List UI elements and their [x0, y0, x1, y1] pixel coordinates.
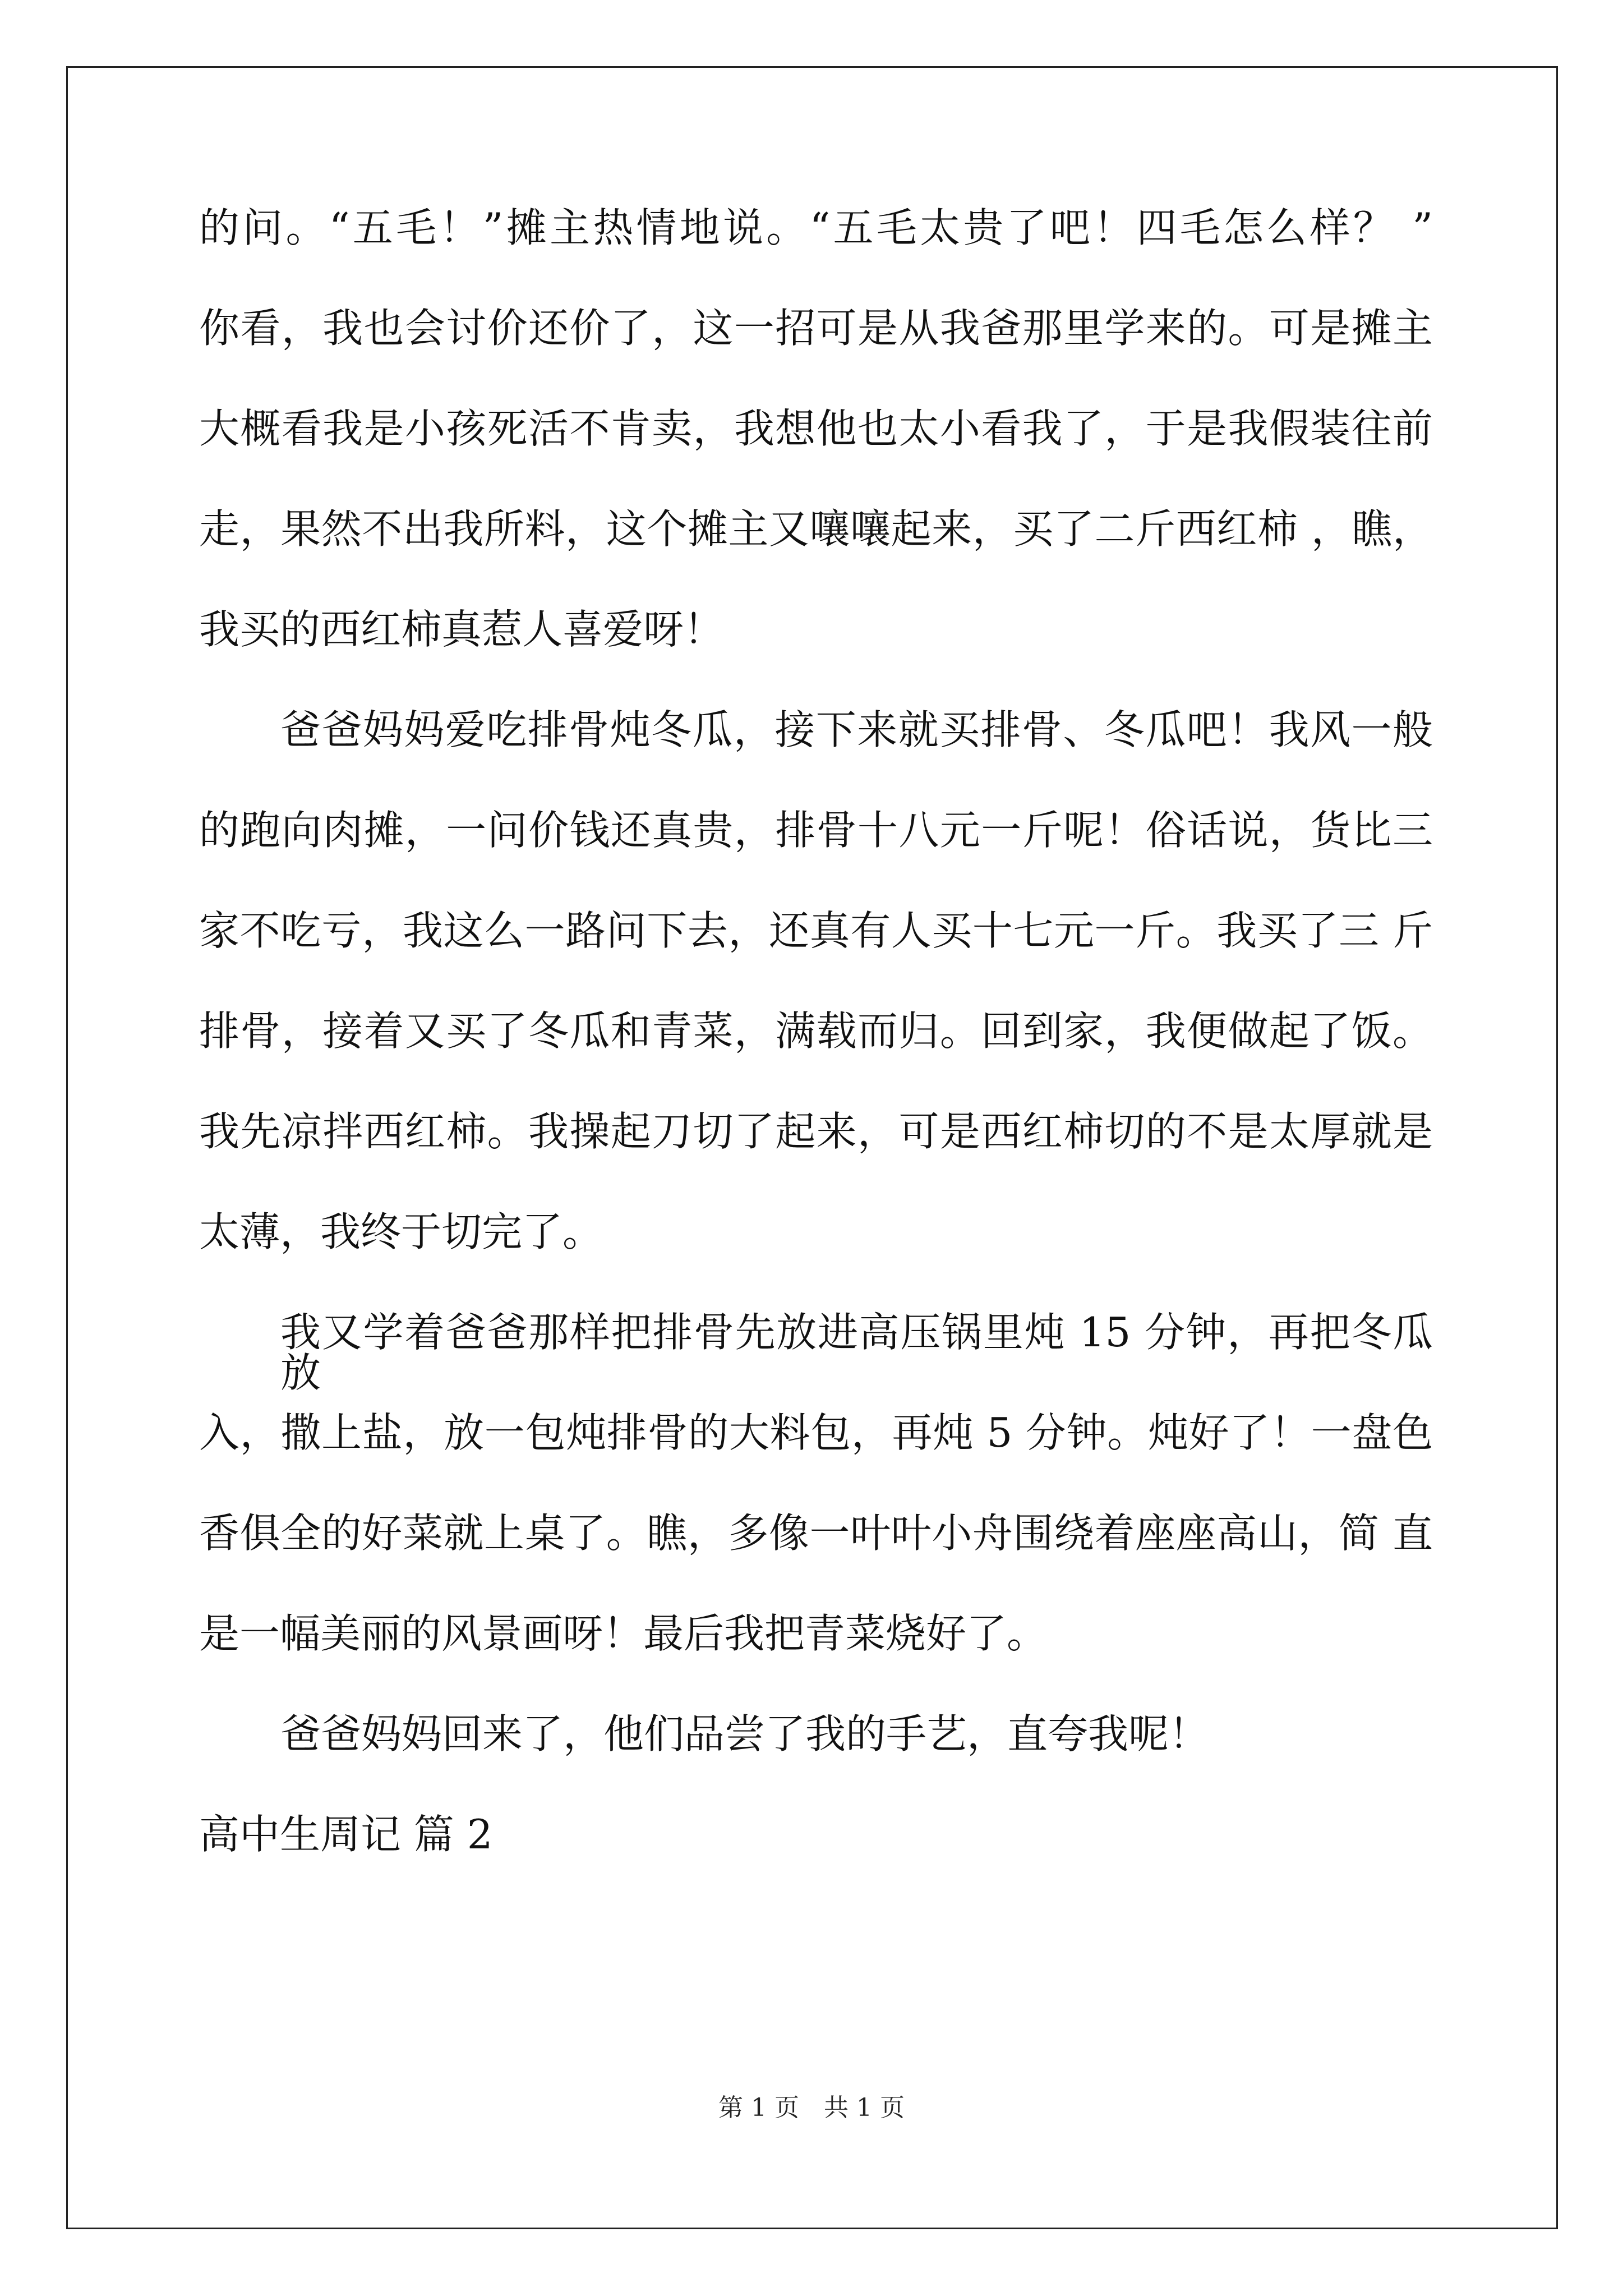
- text-line: 走，果然不出我所料，这个摊主又嚷嚷起来，买了二斤西红柿 ，瞧，: [199, 505, 1433, 553]
- text-line: 你看，我也会讨价还价了，这一招可是从我爸那里学来的。可是摊主: [199, 305, 1433, 352]
- text-line: 入，撒上盐，放一包炖排骨的大料包，再炖 5 分钟。炖好了！一盘色: [199, 1409, 1433, 1456]
- document-body: [199, 204, 1433, 1858]
- text-line: 是一幅美丽的风景画呀！最后我把青菜烧好了。: [199, 1610, 1048, 1657]
- text-line: 我买的西红柿真惹人喜爱呀！: [199, 606, 725, 653]
- text-line: 香俱全的好菜就上桌了。瞧，多像一叶叶小舟围绕着座座高山，简 直: [199, 1510, 1433, 1557]
- text-line: 的跑向肉摊，一问价钱还真贵，排骨十八元一斤呢！俗话说，货比三: [199, 807, 1433, 854]
- section-heading: 高中生周记 篇 2: [199, 1811, 493, 1858]
- text-line: 大概看我是小孩死活不肯卖，我想他也太小看我了，于是我假装往前: [199, 405, 1433, 452]
- text-line: 家不吃亏，我这么一路问下去，还真有人买十七元一斤。我买了三 斤: [199, 907, 1433, 954]
- text-line: 排骨，接着又买了冬瓜和青菜，满载而归。回到家，我便做起了饭。: [199, 1007, 1433, 1055]
- text-line: 太薄，我终于切完了。: [199, 1208, 603, 1255]
- text-line: 的问。“五毛！”摊主热情地说。“五毛太贵了吧！四毛怎么样？ ”: [199, 204, 1433, 251]
- paragraph-first-line: 我又学着爸爸那样把排骨先放进高压锅里炖 15 分钟，再把冬瓜放: [280, 1309, 1433, 1396]
- page-number-footer: 第 1 页 共 1 页: [718, 2093, 905, 2122]
- text-line: 我先凉拌西红柿。我操起刀切了起来，可是西红柿切的不是太厚就是: [199, 1108, 1433, 1155]
- paragraph-first-line: 爸爸妈妈爱吃排骨炖冬瓜，接下来就买排骨、冬瓜吧！我风一般: [280, 706, 1433, 753]
- paragraph-first-line: 爸爸妈妈回来了，他们品尝了我的手艺，直夸我呢！: [280, 1710, 1210, 1757]
